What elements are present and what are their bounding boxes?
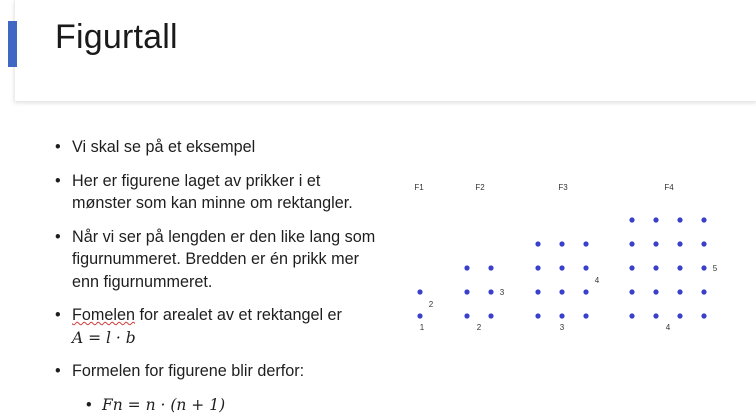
- slide-title: Figurtall: [55, 18, 178, 56]
- figure-f2: [464, 183, 504, 332]
- dot: [464, 313, 469, 318]
- bullet-item: [52, 304, 382, 349]
- sub-bullet-item: [52, 394, 382, 417]
- figure-name: F4: [664, 183, 674, 192]
- figure-name: F3: [558, 183, 568, 192]
- dot: [629, 217, 634, 222]
- dot: [417, 289, 422, 294]
- dot: [653, 313, 658, 318]
- dot-figures: [398, 170, 756, 340]
- dot: [464, 289, 469, 294]
- dot: [677, 265, 682, 270]
- misspelled-word: Fomelen: [72, 306, 135, 324]
- dot: [488, 313, 493, 318]
- dot: [677, 217, 682, 222]
- dot: [701, 313, 706, 318]
- dot: [629, 241, 634, 246]
- dot: [535, 313, 540, 318]
- bullet-text: Her er figurene laget av prikker i et mønster som kan minne om rektangler.: [72, 171, 353, 212]
- dot: [653, 265, 658, 270]
- width-label: 2: [428, 300, 434, 309]
- width-label: 5: [712, 264, 718, 273]
- bullet-list: [52, 136, 382, 416]
- dot: [701, 265, 706, 270]
- figure-f3: [535, 183, 599, 332]
- bullet-item: [52, 170, 382, 215]
- dot: [535, 241, 540, 246]
- dot: [583, 265, 588, 270]
- dot: [559, 289, 564, 294]
- figure-f1: [414, 183, 433, 332]
- dot: [559, 313, 564, 318]
- width-label: 3: [499, 288, 505, 297]
- dot: [559, 241, 564, 246]
- dot: [653, 289, 658, 294]
- bullet-text: Formelen for figurene blir derfor:: [72, 362, 305, 380]
- dot: [464, 265, 469, 270]
- area-formula: A = l · b: [72, 328, 136, 347]
- dot: [559, 265, 564, 270]
- length-label: 2: [476, 323, 482, 332]
- dot: [653, 241, 658, 246]
- bullet-text: for arealet av et rektangel er: [134, 306, 342, 324]
- dot: [417, 313, 422, 318]
- dot: [535, 289, 540, 294]
- bullet-item: [52, 136, 382, 159]
- dot: [583, 241, 588, 246]
- dot: [701, 289, 706, 294]
- bullet-item: [52, 226, 382, 294]
- length-label: 1: [419, 323, 425, 332]
- dot: [535, 265, 540, 270]
- title-accent-bar: [8, 21, 17, 67]
- dot: [653, 217, 658, 222]
- figure-name: F2: [475, 183, 485, 192]
- dot: [583, 313, 588, 318]
- figure-f4: [629, 183, 717, 332]
- dot: [488, 265, 493, 270]
- width-label: 4: [594, 276, 600, 285]
- dot: [488, 289, 493, 294]
- dot: [701, 241, 706, 246]
- dot: [583, 289, 588, 294]
- length-label: 3: [559, 323, 565, 332]
- dot: [629, 313, 634, 318]
- dot: [701, 217, 706, 222]
- figure-formula: Fn = n · (n + 1): [102, 395, 226, 414]
- bullet-item: [52, 360, 382, 383]
- dot: [677, 289, 682, 294]
- dot-figures-canvas: [398, 170, 756, 340]
- dot: [677, 241, 682, 246]
- figure-name: F1: [414, 183, 424, 192]
- dot: [629, 289, 634, 294]
- bullet-text: Når vi ser på lengden er den like lang som figurnummeret. Bredden er én prikk mer enn figurnummeret.: [72, 227, 376, 291]
- bullet-text: Vi skal se på et eksempel: [72, 138, 256, 156]
- dot: [677, 313, 682, 318]
- length-label: 4: [665, 323, 671, 332]
- dot: [629, 265, 634, 270]
